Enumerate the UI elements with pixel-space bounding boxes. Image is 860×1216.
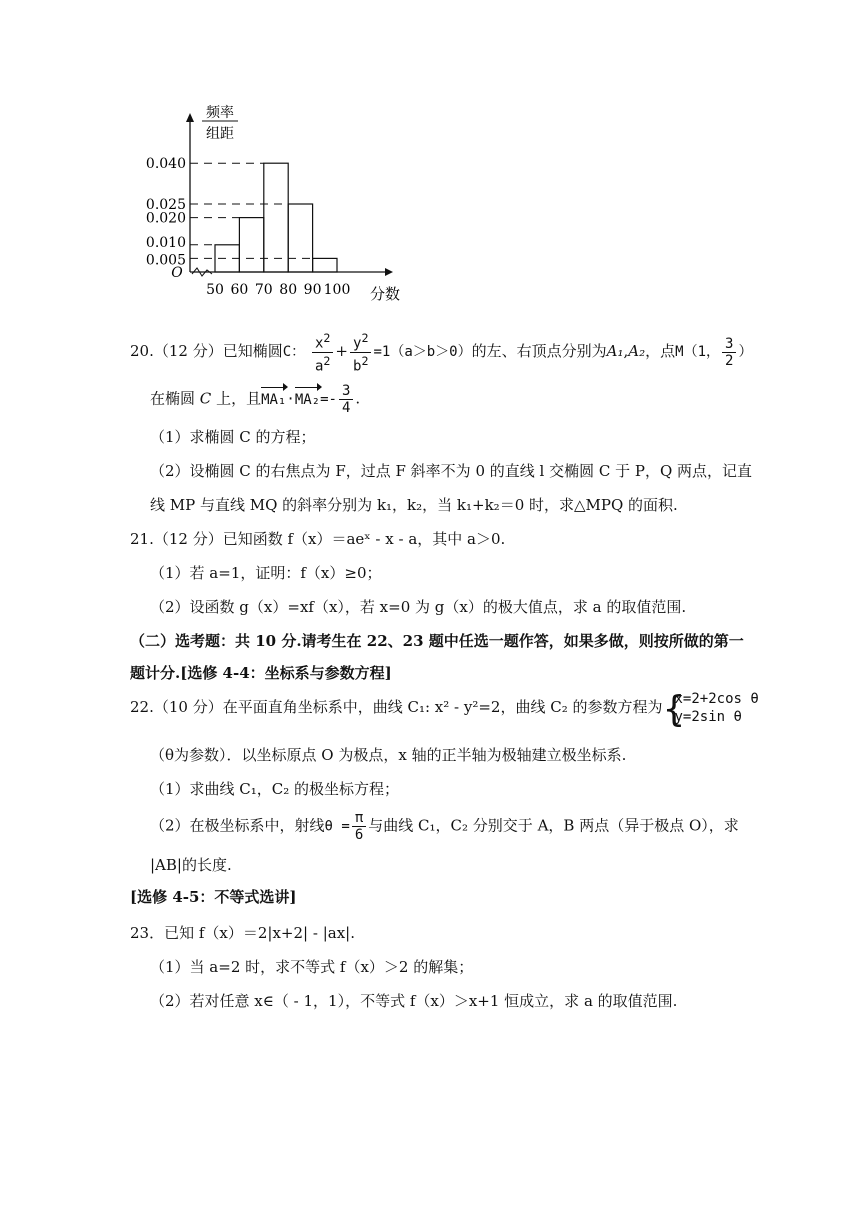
x-axis-arrow [385,268,393,276]
q22-part2-text2: 与曲线 C₁，C₂ 分别交于 A，B 两点（异于极点 O），求 [368,816,739,835]
y-axis-arrow [186,113,194,122]
q20-score: （12 分） [153,342,223,361]
histogram-bar [264,163,288,272]
q22-part1: （1）求曲线 C₁，C₂ 的极坐标方程； [150,780,400,798]
q20-part1: （1）求椭圆 C 的方程； [150,428,316,446]
q20-text2: 的左、右顶点分别为 [471,342,607,361]
q20-line2-text2: 上，且 [216,389,262,408]
q20-ellipse-name: C： [282,344,306,361]
x-tick-label: 80 [279,282,298,298]
q20-vector-MA2: MA₂ [295,389,320,411]
x-tick-label: 70 [254,282,273,298]
histogram-bar [239,218,263,272]
q22-frac-pi-6: $\frac{\pi}{6}$ [352,810,366,843]
section-optional-line1: （二）选考题：共 10 分.请考生在 22、23 题中任选一题作答，如果多做，则按所做的第一 [130,632,744,650]
q20-frac-y: $\frac{y^2}{b^2}$ [350,330,371,374]
q21-part1: （1）若 a=1，证明：f（x）≥0； [150,564,382,582]
q20-text: 已知椭圆 [222,342,283,361]
q20-line2: 在椭圆 C 上，且MA₁·MA₂=- $\frac{3}{4}$ . [150,383,361,416]
q20-number: 20. [130,342,154,361]
y-label-bottom: 组距 [206,126,234,142]
q20-frac-3-2: $\frac{3}{2}$ [722,336,736,369]
frequency-histogram [140,95,410,310]
origin-label: O [171,265,183,281]
y-tick-label: 0.020 [145,210,186,227]
q20-A1: A₁ [606,342,624,361]
q20-A2: A₂ [628,342,646,361]
q20-line2-text: 在椭圆 [150,389,196,408]
q20-close: ） [738,344,753,361]
q21-part2: （2）设函数 g（x）=xf（x），若 x=0 为 g（x）的极大值点，求 a 的取值范围. [150,598,687,616]
q22-head [130,689,759,730]
q20-dot: . [355,389,361,408]
q23-part1: （1）当 a=2 时，求不等式 f（x）＞2 的解集； [150,958,474,976]
q20-eq2: =- [320,391,337,408]
q20-point-M: M（1， [675,344,721,361]
q22-param-system: { x=2+2cos θ y=2sin θ [662,689,759,730]
q20-equation: =1（a＞b＞0） [373,344,472,361]
q20-line2-C: C [199,389,212,408]
section-4-5: [选修 4-5：不等式选讲] [130,888,297,906]
x-label: 分数 [369,285,401,303]
q20-vector-MA1: MA₁ [261,389,286,411]
x-tick-label: 60 [230,282,249,298]
q23-part2: （2）若对任意 x∈（ - 1，1），不等式 f（x）＞x+1 恒成立，求 a 的取值范围. [150,992,678,1010]
x-tick-label: 100 [323,282,351,298]
y-tick-label: 0.040 [145,156,186,173]
section-optional-line2: 题计分.[选修 4-4：坐标系与参数方程] [130,664,392,682]
histogram-bar [313,258,337,272]
y-tick-label: 0.005 [145,252,186,269]
q22-part2-line2: |AB|的长度. [150,856,232,874]
histogram-bar [288,204,312,272]
q20-line1: 20.（12 分）已知椭圆C： $\frac{x^2}{a^2}$ + $\frac{y^2}{b^2}$ =1（a＞b＞0）的左、右顶点分别为A₁,A₂，点M（1， $\frac{3}{2}$ ） [130,331,753,375]
y-tick-label: 0.025 [145,197,186,213]
q20-frac-x: $\frac{x^2}{a^2}$ [312,330,333,374]
y-label-top: 频率 [206,105,234,121]
y-tick-label: 0.010 [145,234,186,251]
q22-part2-text: （2）在极坐标系中，射线 [150,816,325,835]
q20-part2-line2: 线 MP 与直线 MQ 的斜率分别为 k₁，k₂，当 k₁+k₂＝0 时，求△MPQ 的面积. [150,496,678,514]
q22-theta: θ = [324,818,350,835]
x-tick-label: 90 [303,282,322,298]
q22-part2-line1 [150,810,739,843]
q22-line2: （θ为参数）．以坐标原点 O 为极点，x 轴的正半轴为极轴建立极坐标系. [150,746,627,764]
q22-head-text: 22.（10 分）在平面直角坐标系中，曲线 C₁: x² - y²=2，曲线 C₂ 的参数方程为 [130,698,663,716]
x-tick-label: 50 [206,282,224,298]
q20-text3: ，点 [645,342,676,361]
q20-part2-line1: （2）设椭圆 C 的右焦点为 F，过点 F 斜率不为 0 的直线 l 交椭圆 C 于 P，Q 两点，记直 [150,462,753,480]
q21-head: 21.（12 分）已知函数 f（x）＝aeˣ - x - a，其中 a＞0. [130,530,506,548]
q20-frac-3-4: $\frac{3}{4}$ [339,383,353,416]
q23-head: 23．已知 f（x）＝2|x+2| - |ax|. [130,924,355,942]
